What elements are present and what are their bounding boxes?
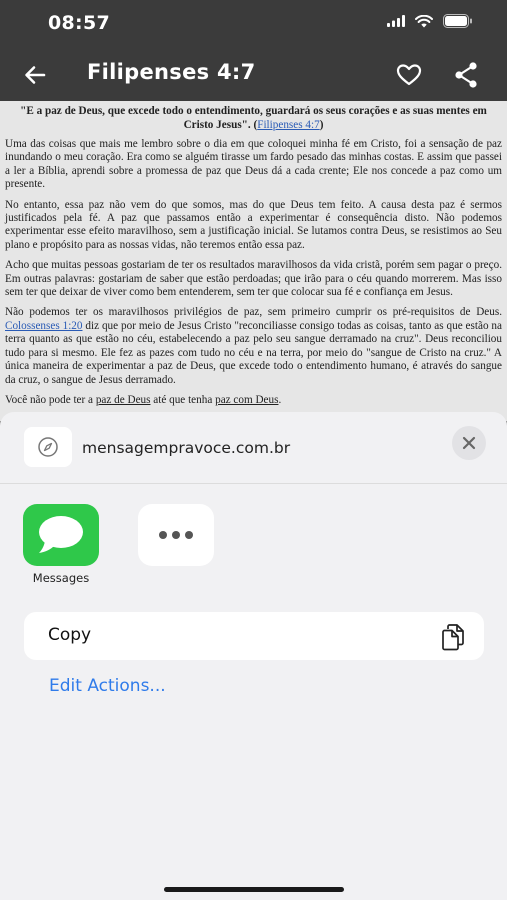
verse-reference-link[interactable]: Filipenses 4:7 bbox=[257, 118, 320, 131]
share-icon[interactable] bbox=[453, 61, 479, 89]
messages-app-button[interactable] bbox=[23, 504, 99, 566]
verse-quote: "E a paz de Deus, que excede todo o entendimento, guardará os seus corações e as suas mentes em Cristo Jesus". (Filipenses 4:7) bbox=[20, 105, 487, 131]
paragraph-1: Uma das coisas que mais me lembro sobre o dia em que coloquei minha fé em Cristo, foi a sensação de paz inundando o meu coração. Era como se alguém tirasse um fardo pesado das minhas costas. E assim que passei a ler a Bíblia, aprendi sobre a promessa de paz que Deus dá a cada crente; Ele nos concede a paz como um presente. bbox=[5, 138, 502, 191]
back-arrow-icon[interactable] bbox=[22, 62, 48, 88]
messages-app-label: Messages bbox=[32, 571, 90, 585]
battery-icon bbox=[443, 14, 473, 28]
paragraph-3: Acho que muitas pessoas gostariam de ter os resultados maravilhosos da vida cristã, porém sem pagar o preço. Em outras palavras: gostariam de saber que estão perdoadas; que irão para o céu quando morrerem. Mas isso sem ter que deixar de viver como bem entenderem, sem ter que colocar sua fé e confiança em Jesus. bbox=[5, 259, 502, 299]
status-bar bbox=[0, 0, 507, 48]
page-title: Filipenses 4:7 bbox=[87, 60, 256, 84]
copy-icon bbox=[440, 623, 466, 651]
more-icon-dot bbox=[185, 531, 193, 539]
close-icon bbox=[462, 436, 476, 450]
copy-label: Copy bbox=[48, 625, 92, 645]
edit-actions-link[interactable]: Edit Actions... bbox=[49, 676, 166, 696]
compass-icon bbox=[37, 436, 59, 458]
heart-icon[interactable] bbox=[395, 61, 423, 89]
status-icons bbox=[387, 14, 473, 28]
colossenses-link[interactable]: Colossenses 1:20 bbox=[5, 319, 83, 332]
app-bar bbox=[0, 48, 507, 101]
copy-action[interactable] bbox=[24, 612, 484, 660]
share-sheet bbox=[0, 412, 507, 900]
wifi-icon bbox=[415, 15, 433, 28]
share-sheet-header bbox=[0, 412, 507, 484]
signal-icon bbox=[387, 15, 405, 27]
paragraph-5: Você não pode ter a paz de Deus até que tenha paz com Deus. bbox=[5, 393, 282, 406]
more-icon bbox=[159, 531, 167, 539]
paz-com-deus-link[interactable]: paz com Deus bbox=[215, 393, 279, 406]
home-indicator bbox=[164, 887, 344, 892]
paragraph-2: No entanto, essa paz não vem do que somos, mas do que Deus tem feito. A causa desta paz é sermos justificados pela fé. A paz que passamos então a experimentar é consequência disto. Não podemos experimentar esse efeito maravilhoso, sem a justificação inicial. Se lutamos contra Deus, se resistimos ao Seu plano e propósito para as nossas vidas, não teremos então essa paz. bbox=[5, 198, 502, 251]
more-apps-button[interactable] bbox=[138, 504, 214, 566]
status-time: 08:57 bbox=[48, 12, 110, 34]
messages-icon bbox=[36, 513, 86, 557]
site-icon bbox=[24, 427, 72, 467]
article-content bbox=[0, 101, 507, 421]
paragraph-4: Não podemos ter os maravilhosos privilégios de paz, sem primeiro cumprir os pré-requisitos de Deus. Colossenses 1:20 diz que por meio de Jesus Cristo "reconciliasse consigo todas as coisas, tanto as que estão na terra quanto as que estão no céu, estabelecendo a paz pelo seu sangue derramado na cruz". Deus reconciliou tudo para si mesmo. Ele fez as pazes com tudo no céu e na terra, por meio do "sangue de Cristo na cruz." A única maneira de experimentar a paz de Deus, que excede todo o entendimento humano, é através do sangue da cruz, o sangue de Jesus derramado. bbox=[5, 306, 502, 386]
site-url: mensagempravoce.com.br bbox=[82, 439, 291, 457]
paz-de-deus-link[interactable]: paz de Deus bbox=[95, 393, 151, 406]
close-button[interactable] bbox=[452, 426, 486, 460]
more-icon-dot bbox=[172, 531, 180, 539]
